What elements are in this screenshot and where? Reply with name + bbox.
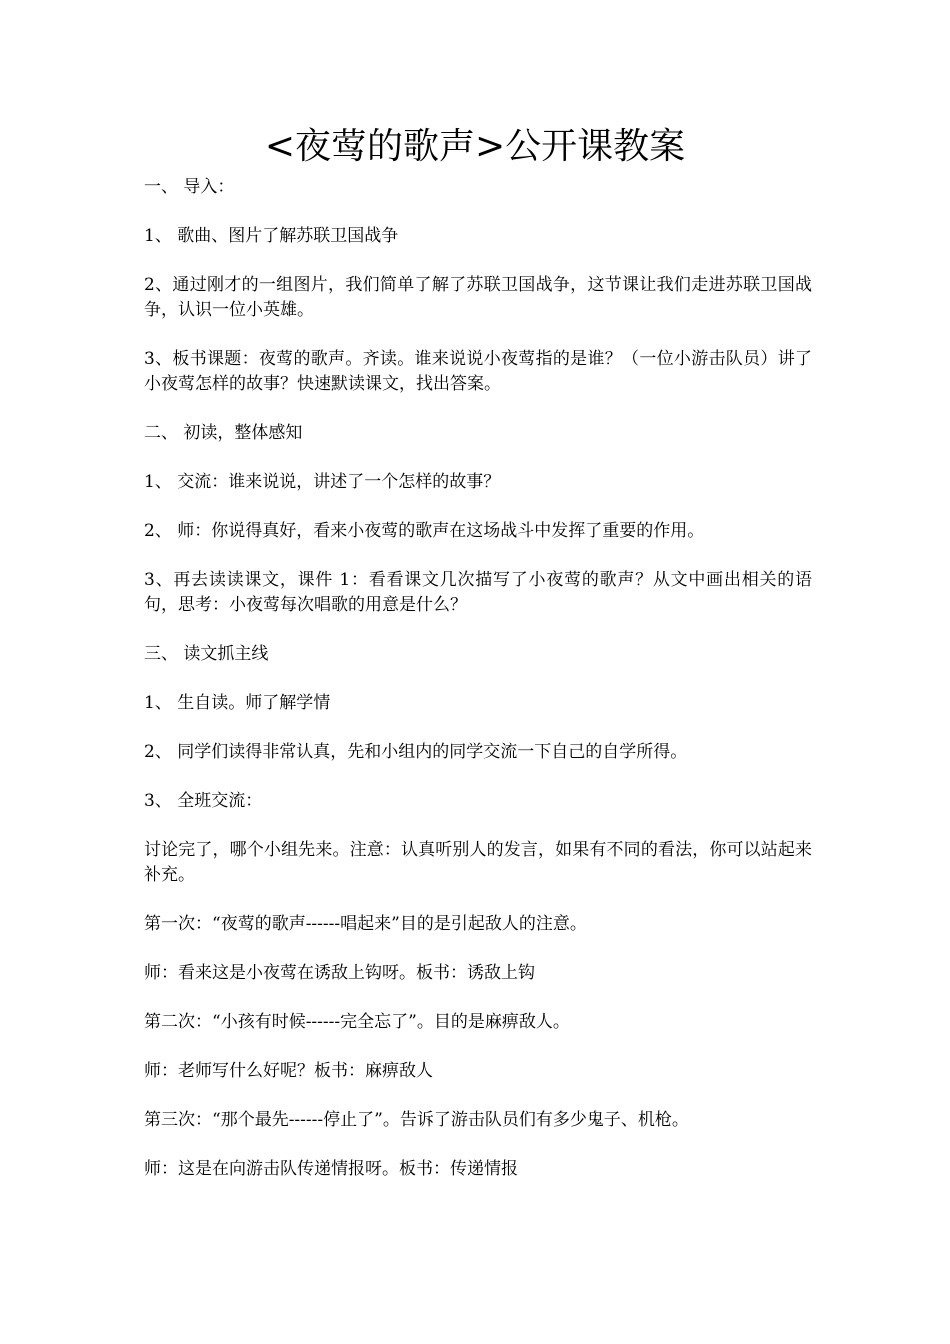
document-body bbox=[144, 175, 812, 1206]
paragraph: 第一次：“夜莺的歌声------唱起来”目的是引起敌人的注意。 bbox=[144, 914, 587, 934]
section-heading-first-reading: 二、 初读，整体感知 bbox=[144, 423, 303, 443]
paragraph: 第三次：“那个最先------停止了”。告诉了游击队员们有多少鬼子、机枪。 bbox=[144, 1110, 689, 1130]
paragraph: 3、 全班交流： bbox=[144, 791, 263, 811]
paragraph: 师：看来这是小夜莺在诱敌上钩呀。板书：诱敌上钩 bbox=[144, 963, 535, 983]
paragraph: 讨论完了，哪个小组先来。注意：认真听别人的发言，如果有不同的看法，你可以站起来补充。 bbox=[144, 840, 812, 885]
paragraph: 1、 生自读。师了解学情 bbox=[144, 693, 331, 713]
section-heading-intro: 一、 导入： bbox=[144, 177, 235, 197]
paragraph: 1、 交流：谁来说说，讲述了一个怎样的故事？ bbox=[144, 472, 501, 492]
paragraph: 2、 同学们读得非常认真，先和小组内的同学交流一下自己的自学所得。 bbox=[144, 742, 688, 762]
document-title: <夜莺的歌声>公开课教案 bbox=[264, 126, 686, 167]
paragraph: 2、 师：你说得真好，看来小夜莺的歌声在这场战斗中发挥了重要的作用。 bbox=[144, 521, 705, 541]
paragraph: 2、通过刚才的一组图片，我们简单了解了苏联卫国战争，这节课让我们走进苏联卫国战争，认识一位小英雄。 bbox=[144, 275, 812, 320]
paragraph: 第二次：“小孩有时候------完全忘了”。目的是麻痹敌人。 bbox=[144, 1012, 570, 1032]
paragraph: 3、板书课题：夜莺的歌声。齐读。谁来说说小夜莺指的是谁？（一位小游击队员）讲了小夜莺怎样的故事？快速默读课文，找出答案。 bbox=[144, 349, 812, 394]
paragraph: 3、再去读读课文，课件 1：看看课文几次描写了小夜莺的歌声？从文中画出相关的语句，思考：小夜莺每次唱歌的用意是什么？ bbox=[144, 570, 812, 615]
section-heading-main-thread: 三、 读文抓主线 bbox=[144, 644, 269, 664]
paragraph: 1、 歌曲、图片了解苏联卫国战争 bbox=[144, 226, 399, 246]
paragraph: 师：老师写什么好呢？板书：麻痹敌人 bbox=[144, 1061, 433, 1081]
paragraph: 师：这是在向游击队传递情报呀。板书：传递情报 bbox=[144, 1159, 518, 1179]
